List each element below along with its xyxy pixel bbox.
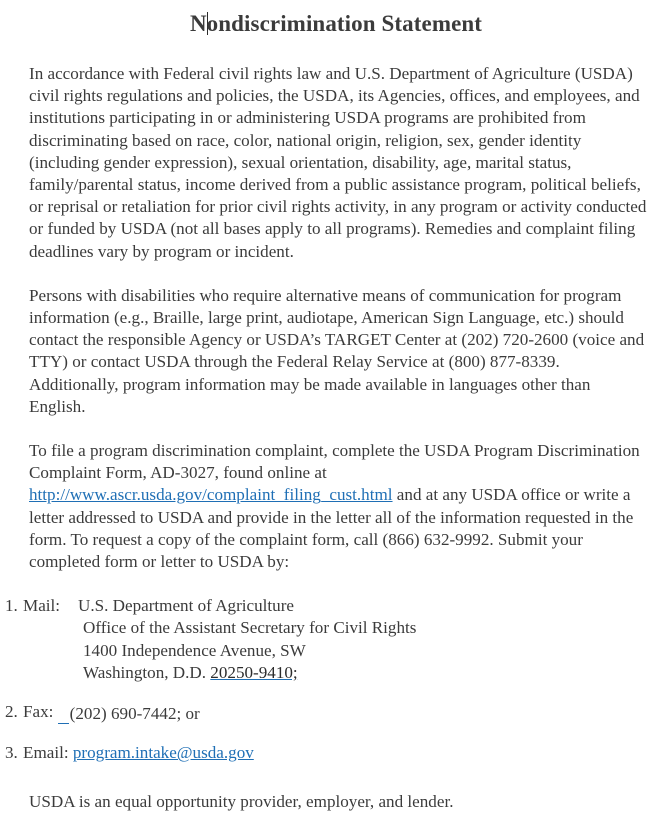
paragraph-nondiscrimination-policy: In accordance with Federal civil rights law and U.S. Department of Agriculture (USDA) civil rights regulations and policies, the USDA, its Agencies, offices, and employees, and institutions participating in or administering USDA programs are prohibited from discriminating based on race, color, national origin, religion, sex, gender identity (including gender expression), sexual orientation, disability, age, marital status, family/parental status, income derived from a public assistance program, political beliefs, or reprisal or retaliation for prior civil rights activity, in any program or activity conducted or funded by USDA (not all bases apply to all programs). Remedies and complaint filing deadlines vary by program or incident. — [29, 64, 647, 261]
list-item-number: 2. — [5, 702, 18, 722]
address-line-office: Office of the Assistant Secretary for Civil Rights — [83, 618, 417, 638]
paragraph-complaint-filing — [29, 440, 650, 573]
list-item-label: Email: — [23, 743, 69, 763]
page-title — [0, 0, 672, 39]
document-body — [0, 63, 672, 573]
fax-number: (202) 690-7442; or — [69, 704, 200, 724]
closing-statement: USDA is an equal opportunity provider, employer, and lender. — [29, 792, 454, 812]
mail-address — [78, 595, 672, 684]
complaint-text-after-link: and at any USDA office or write a letter addressed to USDA and provide in the letter all of the information requested in the form. To request a copy of the complaint form, call (866) 632-9992. Submit your completed form or letter to USDA by: — [29, 485, 634, 572]
complaint-form-link[interactable]: http://www.ascr.usda.gov/complaint_filing_cust.html — [29, 485, 393, 505]
list-item-fax — [0, 701, 672, 725]
page-title-first-letter: N — [189, 11, 207, 36]
paragraph-accessibility: Persons with disabilities who require alternative means of communication for program information (e.g., Braille, large print, audiotape, American Sign Language, etc.) should contact the responsible Agency or USDA’s TARGET Center at (202) 720-2600 (voice and TTY) or contact USDA through the Federal Relay Service at (800) 877-8339. Additionally, program information may be made available in languages other than English. — [29, 285, 645, 416]
fax-blank-link[interactable] — [58, 701, 69, 724]
fax-value — [53, 701, 672, 725]
submission-methods-list — [0, 595, 672, 764]
list-item-email — [0, 742, 672, 764]
address-city: Washington, D.D. — [83, 662, 211, 682]
email-value — [69, 742, 672, 764]
list-item-label: Fax: — [23, 702, 54, 722]
address-line-agency: U.S. Department of Agriculture — [78, 596, 294, 616]
address-zip-link[interactable]: 20250-9410; — [210, 662, 298, 682]
page-title-rest: ondiscrimination Statement — [206, 11, 483, 36]
list-item-mail — [0, 595, 672, 684]
list-item-number: 3. — [5, 743, 18, 763]
address-line-street: 1400 Independence Avenue, SW — [83, 640, 306, 660]
complaint-text-before-link: To file a program discrimination complaint, complete the USDA Program Discrimination Complaint Form, AD-3027, found online at — [29, 441, 640, 483]
email-link[interactable]: program.intake@usda.gov — [72, 743, 254, 763]
address-line-city-zip — [78, 662, 672, 684]
list-item-label: Mail: — [23, 596, 61, 616]
list-item-number: 1. — [5, 596, 18, 616]
